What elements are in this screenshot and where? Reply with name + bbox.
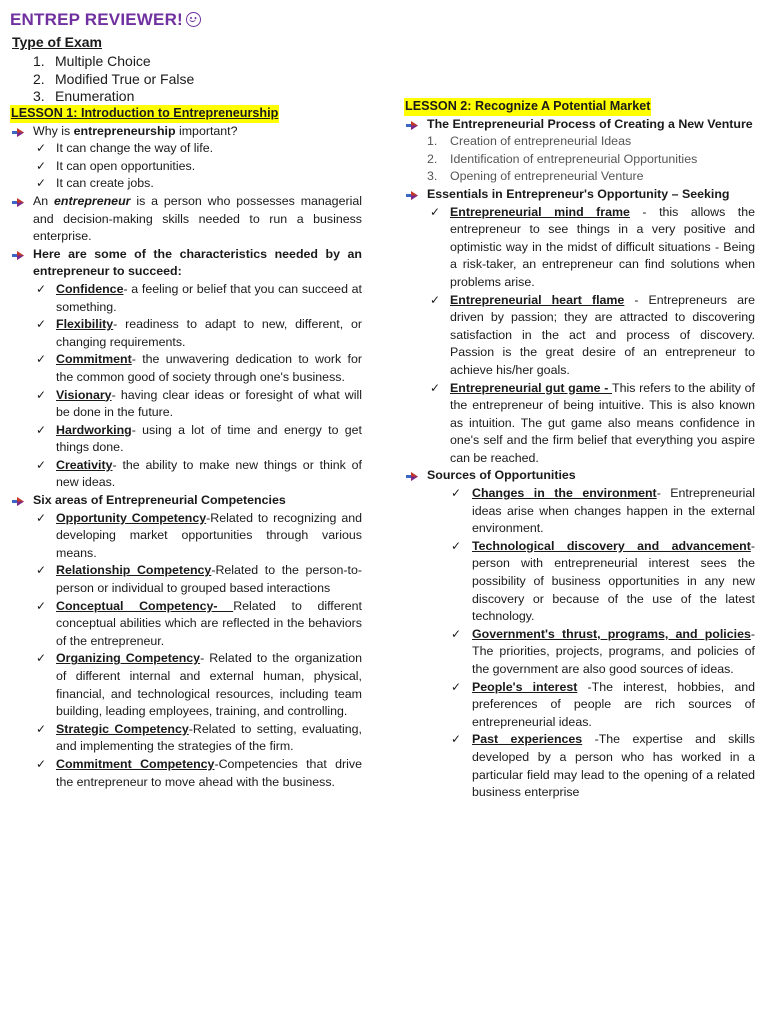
list-item: ✓ Flexibility- readiness to adapt to new, different, or changing requirements. — [36, 317, 362, 349]
list-item: Why is entrepreneurship important? — [10, 123, 362, 141]
list-item: ✓ It can change the way of life. — [10, 140, 362, 158]
checkmark-icon: ✓ — [36, 510, 47, 525]
checkmark-icon: ✓ — [36, 141, 47, 156]
arrow-bullet-icon — [12, 198, 24, 207]
checkmark-icon: ✓ — [36, 158, 47, 173]
checkmark-icon: ✓ — [36, 281, 47, 296]
arrow-bullet-icon — [12, 128, 24, 137]
document-title — [10, 10, 201, 30]
list-item: ✓ Strategic Competency-Related to setting, evaluating, and implementing the strategies of the firm. — [36, 721, 362, 754]
lesson1-heading: LESSON 1: Introduction to Entrepreneurship — [10, 105, 279, 123]
list-item: Here are some of the characteristics needed by an entrepreneur to succeed: — [10, 246, 362, 281]
list-item: Sources of Opportunities — [404, 467, 755, 485]
arrow-bullet-icon — [406, 472, 418, 481]
checkmark-icon: ✓ — [430, 380, 441, 395]
checkmark-icon: ✓ — [36, 457, 47, 472]
lesson2-heading: LESSON 2: Recognize A Potential Market — [404, 98, 651, 116]
list-item: ✓ Hardworking- using a lot of time and energy to get things done. — [36, 422, 362, 455]
sources-list — [404, 485, 755, 802]
list-item: ✓ Conceptual Competency- Related to different conceptual abilities which are reflected in the behaviors of the entrepreneur. — [36, 598, 362, 648]
list-item: 1. Creation of entrepreneurial Ideas — [427, 134, 632, 149]
list-item: An entrepreneur is a person who possesses managerial and decision-making skills needed to run a business enterprise. — [10, 193, 362, 246]
list-item: 3. Opening of entrepreneurial Venture — [427, 169, 644, 184]
list-item: ✓ Opportunity Competency-Related to recognizing and developing market opportunities through various means. — [36, 510, 362, 560]
checkmark-icon: ✓ — [451, 626, 462, 641]
lesson2-column — [404, 98, 755, 802]
checkmark-icon: ✓ — [36, 352, 47, 367]
list-item: 3. Enumeration — [33, 88, 135, 105]
list-item: ✓ Entrepreneurial mind frame - this allows the entrepreneur to see things in a very positive and optimistic way in the midst of difficult situations - Being a risk-taker, an entrepreneur can find solutions when problems arise. — [430, 204, 756, 289]
arrow-bullet-icon — [12, 251, 24, 260]
checkmark-icon: ✓ — [451, 732, 462, 747]
list-item: 2. Modified True or False — [33, 70, 195, 87]
checkmark-icon: ✓ — [430, 292, 441, 307]
arrow-bullet-icon — [406, 191, 418, 200]
list-item: 2. Identification of entrepreneurial Opportunities — [427, 151, 698, 166]
list-item: ✓ It can open opportunities. — [10, 158, 362, 176]
checkmark-icon: ✓ — [36, 721, 47, 736]
checkmark-icon: ✓ — [36, 317, 47, 332]
title-text: ENTREP REVIEWER! — [10, 10, 183, 29]
list-item: ✓ Relationship Competency-Related to the person-to-person or individual to grouped based interactions — [36, 563, 363, 596]
list-item: ✓ Entrepreneurial heart flame - Entrepreneurs are driven by passion; they are attracted to discovering satisfaction in the act and process of discovery. Passion is the great desire of an entrepreneur to achieve his/her goals. — [430, 292, 755, 377]
list-item: ✓ Commitment Competency-Competencies that drive the entrepreneur to move ahead with the business. — [36, 756, 362, 789]
list-item: ✓ People's interest -The interest, hobbies, and preferences of people are rich sources of entrepreneurial ideas. — [451, 679, 756, 729]
list-item: ✓ Creativity- the ability to make new things or think of new ideas. — [36, 457, 362, 490]
exam-type-list — [33, 53, 194, 106]
list-item: Essentials in Entrepreneur's Opportunity – Seeking — [404, 186, 755, 204]
list-item: The Entrepreneurial Process of Creating a New Venture — [404, 116, 755, 134]
checkmark-icon: ✓ — [451, 538, 462, 553]
checkmark-icon: ✓ — [430, 204, 441, 219]
checkmark-icon: ✓ — [451, 679, 462, 694]
list-item: ✓ Organizing Competency- Related to the organization of different internal and external human, physical, financial, and technological resources, including team building, leading employees, training, and controlling. — [36, 651, 362, 719]
list-item: ✓ Government's thrust, programs, and policies-The priorities, projects, programs, and policies of the government are also good sources of ideas. — [451, 626, 755, 676]
list-item: ✓ Changes in the environment- Entrepreneurial ideas arise when changes happen in the external environment. — [451, 486, 755, 536]
checkmark-icon: ✓ — [36, 422, 47, 437]
arrow-bullet-icon — [12, 497, 24, 506]
list-item: ✓ Entrepreneurial gut game - This refers to the ability of the entrepreneur of being intuitive. This is also known as intuition. The gut game also means confidence in one's self and the firm belief that everything you aspire can be reached. — [430, 380, 755, 465]
checkmark-icon: ✓ — [36, 598, 47, 613]
list-item: 1. Multiple Choice — [33, 53, 151, 69]
arrow-bullet-icon — [406, 121, 418, 130]
checkmark-icon: ✓ — [36, 756, 47, 771]
list-item: ✓ Visionary- having clear ideas or foresight of what will be done in the future. — [36, 387, 362, 420]
smiley-icon — [186, 12, 201, 27]
checkmark-icon: ✓ — [451, 486, 462, 501]
checkmark-icon: ✓ — [36, 387, 47, 402]
list-item: ✓ Commitment- the unwavering dedication to work for the common good of society through one's business. — [36, 352, 362, 384]
list-item: ✓ Technological discovery and advancement-person with entrepreneurial interest sees the possibility of business opportunities in any new discovery or because of the use of the latest technology. — [451, 538, 755, 624]
list-item: ✓ Confidence- a feeling or belief that you can succeed at something. — [36, 281, 362, 314]
lesson1-column — [10, 105, 362, 791]
exam-type-heading: Type of Exam — [12, 34, 102, 50]
list-item: ✓ It can create jobs. — [10, 175, 362, 193]
checkmark-icon: ✓ — [36, 651, 47, 666]
list-item: ✓ Past experiences -The expertise and skills developed by a person who has worked in a particular field may lead to the opening of a related business enterprise — [451, 732, 755, 800]
checkmark-icon: ✓ — [36, 176, 47, 191]
checkmark-icon: ✓ — [36, 563, 47, 578]
list-item: Six areas of Entrepreneurial Competencies — [10, 492, 362, 510]
